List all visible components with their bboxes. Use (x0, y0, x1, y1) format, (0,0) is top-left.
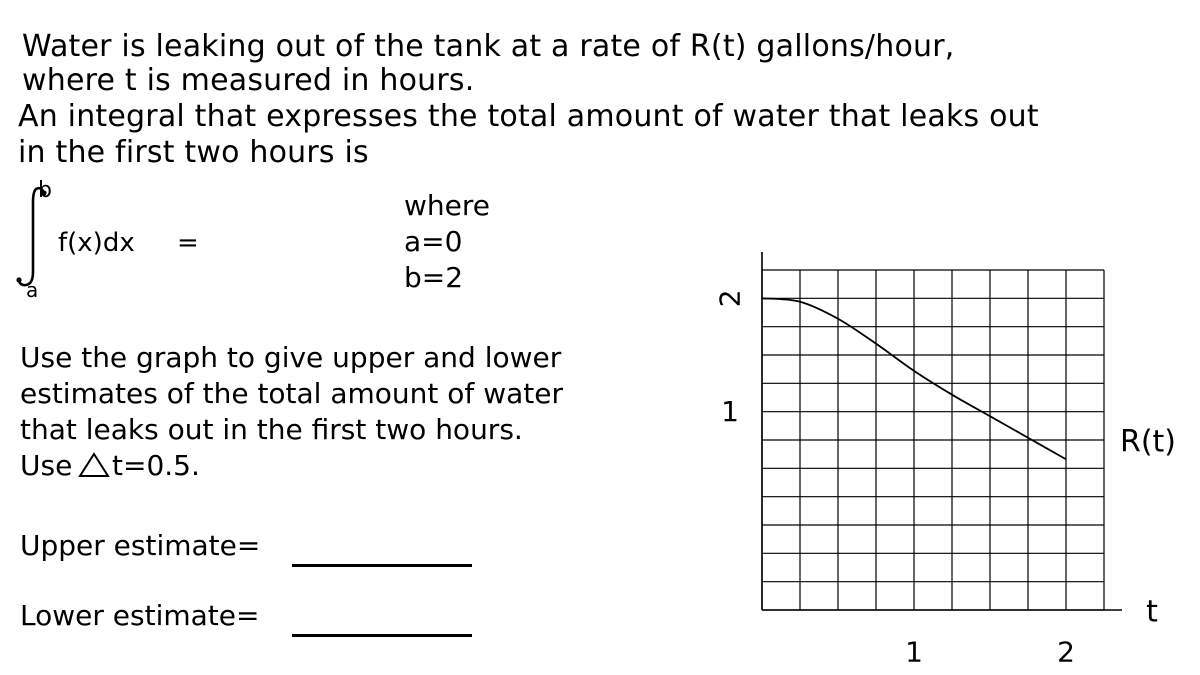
delta-value: t=0.5. (112, 449, 200, 482)
integral-upper-limit: b (38, 178, 52, 203)
integral-lower-limit: a (26, 278, 39, 302)
y-axis-label: R(t) (1120, 424, 1177, 460)
intro-line-4: in the first two hours is (18, 135, 369, 170)
instruction-line-4: Use (20, 449, 73, 482)
integrand: f(x)dx (58, 228, 135, 258)
instruction-line-2: estimates of the total amount of water (20, 377, 563, 410)
a-value: a=0 (404, 225, 463, 258)
lower-estimate-label: Lower estimate= (20, 599, 260, 632)
x-tick-label: 1 (905, 635, 923, 669)
instruction-line-3: that leaks out in the first two hours. (20, 413, 523, 446)
integral-equals: = (177, 228, 199, 258)
x-axis-label: t (1146, 594, 1158, 630)
b-value: b=2 (404, 261, 464, 294)
where-label: where (404, 189, 490, 222)
y-tick-label: 2 (713, 289, 747, 308)
intro-line-1: Water is leaking out of the tank at a rate of R(t) gallons/hour, (22, 29, 955, 64)
intro-line-2: where t is measured in hours. (22, 63, 475, 98)
intro-line-3: An integral that expresses the total amount of water that leaks out (18, 99, 1039, 134)
upper-estimate-label: Upper estimate= (20, 529, 261, 562)
y-tick-label: 1 (721, 395, 739, 429)
instruction-line-1: Use the graph to give upper and lower (20, 341, 562, 374)
x-tick-label: 2 (1057, 635, 1075, 669)
